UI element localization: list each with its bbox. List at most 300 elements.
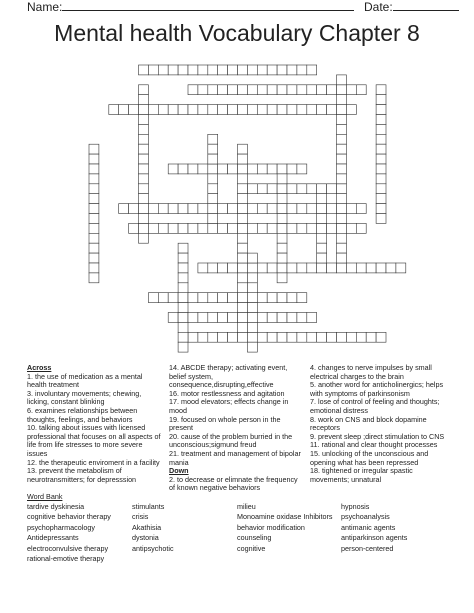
grid-cell[interactable] (376, 174, 386, 184)
grid-cell[interactable] (257, 105, 267, 115)
grid-cell[interactable] (139, 95, 149, 105)
grid-cell[interactable] (267, 263, 277, 273)
grid-cell[interactable] (238, 214, 248, 224)
grid-cell[interactable] (376, 263, 386, 273)
grid-cell[interactable] (198, 204, 208, 214)
grid-cell[interactable] (297, 164, 307, 174)
grid-cell[interactable] (139, 214, 149, 224)
grid-cell[interactable] (287, 184, 297, 194)
grid-cell[interactable] (277, 263, 287, 273)
grid-cell[interactable] (317, 263, 327, 273)
grid-cell[interactable] (238, 105, 248, 115)
grid-cell[interactable] (89, 253, 99, 263)
grid-cell[interactable] (89, 214, 99, 224)
grid-cell[interactable] (228, 105, 238, 115)
grid-cell[interactable] (158, 223, 168, 233)
grid-cell[interactable] (356, 223, 366, 233)
grid-cell[interactable] (317, 105, 327, 115)
grid-cell[interactable] (178, 164, 188, 174)
grid-cell[interactable] (247, 303, 257, 313)
grid-cell[interactable] (178, 293, 188, 303)
grid-cell[interactable] (247, 223, 257, 233)
grid-cell[interactable] (158, 65, 168, 75)
grid-cell[interactable] (178, 283, 188, 293)
grid-cell[interactable] (257, 65, 267, 75)
grid-cell[interactable] (139, 174, 149, 184)
grid-cell[interactable] (247, 164, 257, 174)
grid-cell[interactable] (139, 134, 149, 144)
grid-cell[interactable] (238, 293, 248, 303)
grid-cell[interactable] (238, 174, 248, 184)
grid-cell[interactable] (168, 313, 178, 323)
grid-cell[interactable] (178, 223, 188, 233)
grid-cell[interactable] (158, 105, 168, 115)
grid-cell[interactable] (218, 332, 228, 342)
grid-cell[interactable] (317, 253, 327, 263)
grid-cell[interactable] (247, 184, 257, 194)
grid-cell[interactable] (267, 184, 277, 194)
grid-cell[interactable] (89, 204, 99, 214)
grid-cell[interactable] (277, 85, 287, 95)
grid-cell[interactable] (356, 332, 366, 342)
grid-cell[interactable] (277, 293, 287, 303)
grid-cell[interactable] (89, 243, 99, 253)
grid-cell[interactable] (119, 105, 129, 115)
grid-cell[interactable] (238, 263, 248, 273)
grid-cell[interactable] (267, 293, 277, 303)
grid-cell[interactable] (218, 313, 228, 323)
grid-cell[interactable] (139, 124, 149, 134)
grid-cell[interactable] (287, 263, 297, 273)
grid-cell[interactable] (327, 332, 337, 342)
grid-cell[interactable] (337, 332, 347, 342)
grid-cell[interactable] (218, 263, 228, 273)
grid-cell[interactable] (297, 313, 307, 323)
grid-cell[interactable] (337, 253, 347, 263)
grid-cell[interactable] (188, 85, 198, 95)
grid-cell[interactable] (139, 144, 149, 154)
grid-cell[interactable] (198, 105, 208, 115)
grid-cell[interactable] (337, 204, 347, 214)
grid-cell[interactable] (247, 283, 257, 293)
grid-cell[interactable] (238, 164, 248, 174)
grid-cell[interactable] (376, 134, 386, 144)
grid-cell[interactable] (139, 233, 149, 243)
grid-cell[interactable] (178, 322, 188, 332)
grid-cell[interactable] (297, 204, 307, 214)
grid-cell[interactable] (228, 293, 238, 303)
grid-cell[interactable] (208, 214, 218, 224)
grid-cell[interactable] (317, 223, 327, 233)
grid-cell[interactable] (337, 75, 347, 85)
grid-cell[interactable] (228, 85, 238, 95)
grid-cell[interactable] (277, 243, 287, 253)
grid-cell[interactable] (238, 144, 248, 154)
grid-cell[interactable] (218, 164, 228, 174)
grid-cell[interactable] (148, 65, 158, 75)
grid-cell[interactable] (257, 293, 267, 303)
grid-cell[interactable] (317, 243, 327, 253)
grid-cell[interactable] (366, 332, 376, 342)
grid-cell[interactable] (257, 164, 267, 174)
grid-cell[interactable] (267, 65, 277, 75)
grid-cell[interactable] (178, 243, 188, 253)
grid-cell[interactable] (287, 65, 297, 75)
grid-cell[interactable] (337, 184, 347, 194)
grid-cell[interactable] (168, 293, 178, 303)
grid-cell[interactable] (376, 124, 386, 134)
grid-cell[interactable] (208, 65, 218, 75)
grid-cell[interactable] (89, 233, 99, 243)
grid-cell[interactable] (208, 105, 218, 115)
grid-cell[interactable] (327, 223, 337, 233)
grid-cell[interactable] (307, 263, 317, 273)
grid-cell[interactable] (257, 223, 267, 233)
grid-cell[interactable] (208, 332, 218, 342)
grid-cell[interactable] (267, 332, 277, 342)
grid-cell[interactable] (198, 313, 208, 323)
grid-cell[interactable] (228, 204, 238, 214)
grid-cell[interactable] (188, 313, 198, 323)
grid-cell[interactable] (346, 263, 356, 273)
grid-cell[interactable] (307, 332, 317, 342)
grid-cell[interactable] (257, 332, 267, 342)
grid-cell[interactable] (337, 174, 347, 184)
grid-cell[interactable] (208, 154, 218, 164)
grid-cell[interactable] (277, 164, 287, 174)
grid-cell[interactable] (218, 204, 228, 214)
grid-cell[interactable] (337, 194, 347, 204)
grid-cell[interactable] (277, 233, 287, 243)
grid-cell[interactable] (139, 194, 149, 204)
grid-cell[interactable] (346, 105, 356, 115)
grid-cell[interactable] (178, 342, 188, 352)
grid-cell[interactable] (376, 164, 386, 174)
grid-cell[interactable] (307, 184, 317, 194)
grid-cell[interactable] (257, 184, 267, 194)
grid-cell[interactable] (376, 214, 386, 224)
grid-cell[interactable] (89, 223, 99, 233)
grid-cell[interactable] (366, 263, 376, 273)
grid-cell[interactable] (386, 263, 396, 273)
grid-cell[interactable] (238, 332, 248, 342)
grid-cell[interactable] (139, 164, 149, 174)
grid-cell[interactable] (208, 85, 218, 95)
grid-cell[interactable] (208, 293, 218, 303)
grid-cell[interactable] (238, 85, 248, 95)
grid-cell[interactable] (218, 223, 228, 233)
grid-cell[interactable] (376, 204, 386, 214)
grid-cell[interactable] (376, 332, 386, 342)
grid-cell[interactable] (287, 105, 297, 115)
grid-cell[interactable] (297, 85, 307, 95)
grid-cell[interactable] (287, 293, 297, 303)
grid-cell[interactable] (198, 164, 208, 174)
grid-cell[interactable] (238, 194, 248, 204)
grid-cell[interactable] (89, 164, 99, 174)
grid-cell[interactable] (228, 313, 238, 323)
grid-cell[interactable] (139, 85, 149, 95)
grid-cell[interactable] (208, 263, 218, 273)
grid-cell[interactable] (89, 144, 99, 154)
grid-cell[interactable] (287, 85, 297, 95)
grid-cell[interactable] (148, 293, 158, 303)
grid-cell[interactable] (277, 332, 287, 342)
grid-cell[interactable] (337, 124, 347, 134)
grid-cell[interactable] (277, 105, 287, 115)
grid-cell[interactable] (178, 332, 188, 342)
grid-cell[interactable] (337, 263, 347, 273)
grid-cell[interactable] (178, 253, 188, 263)
grid-cell[interactable] (228, 223, 238, 233)
grid-cell[interactable] (238, 303, 248, 313)
grid-cell[interactable] (238, 253, 248, 263)
grid-cell[interactable] (317, 194, 327, 204)
grid-cell[interactable] (297, 263, 307, 273)
grid-cell[interactable] (208, 184, 218, 194)
grid-cell[interactable] (337, 144, 347, 154)
grid-cell[interactable] (317, 184, 327, 194)
grid-cell[interactable] (218, 65, 228, 75)
grid-cell[interactable] (277, 194, 287, 204)
grid-cell[interactable] (267, 105, 277, 115)
grid-cell[interactable] (376, 115, 386, 125)
grid-cell[interactable] (247, 322, 257, 332)
grid-cell[interactable] (158, 293, 168, 303)
grid-cell[interactable] (327, 263, 337, 273)
grid-cell[interactable] (198, 293, 208, 303)
grid-cell[interactable] (346, 85, 356, 95)
grid-cell[interactable] (297, 65, 307, 75)
grid-cell[interactable] (396, 263, 406, 273)
grid-cell[interactable] (337, 233, 347, 243)
grid-cell[interactable] (238, 204, 248, 214)
grid-cell[interactable] (228, 65, 238, 75)
grid-cell[interactable] (277, 273, 287, 283)
grid-cell[interactable] (277, 174, 287, 184)
grid-cell[interactable] (337, 214, 347, 224)
grid-cell[interactable] (257, 313, 267, 323)
grid-cell[interactable] (168, 164, 178, 174)
grid-cell[interactable] (208, 134, 218, 144)
grid-cell[interactable] (247, 85, 257, 95)
grid-cell[interactable] (327, 204, 337, 214)
grid-cell[interactable] (208, 164, 218, 174)
grid-cell[interactable] (337, 105, 347, 115)
grid-cell[interactable] (148, 223, 158, 233)
grid-cell[interactable] (139, 105, 149, 115)
grid-cell[interactable] (139, 154, 149, 164)
grid-cell[interactable] (257, 85, 267, 95)
grid-cell[interactable] (247, 342, 257, 352)
grid-cell[interactable] (139, 204, 149, 214)
grid-cell[interactable] (297, 105, 307, 115)
grid-cell[interactable] (158, 204, 168, 214)
grid-cell[interactable] (188, 164, 198, 174)
grid-cell[interactable] (198, 65, 208, 75)
grid-cell[interactable] (327, 184, 337, 194)
grid-cell[interactable] (287, 223, 297, 233)
grid-cell[interactable] (89, 263, 99, 273)
grid-cell[interactable] (168, 223, 178, 233)
grid-cell[interactable] (277, 204, 287, 214)
grid-cell[interactable] (337, 164, 347, 174)
grid-cell[interactable] (247, 273, 257, 283)
grid-cell[interactable] (356, 85, 366, 95)
grid-cell[interactable] (247, 204, 257, 214)
grid-cell[interactable] (317, 204, 327, 214)
grid-cell[interactable] (247, 263, 257, 273)
grid-cell[interactable] (168, 65, 178, 75)
grid-cell[interactable] (376, 95, 386, 105)
grid-cell[interactable] (247, 65, 257, 75)
grid-cell[interactable] (307, 105, 317, 115)
grid-cell[interactable] (139, 115, 149, 125)
grid-cell[interactable] (247, 313, 257, 323)
grid-cell[interactable] (188, 293, 198, 303)
grid-cell[interactable] (337, 243, 347, 253)
grid-cell[interactable] (317, 214, 327, 224)
grid-cell[interactable] (337, 154, 347, 164)
grid-cell[interactable] (346, 223, 356, 233)
grid-cell[interactable] (337, 85, 347, 95)
grid-cell[interactable] (89, 184, 99, 194)
grid-cell[interactable] (247, 105, 257, 115)
grid-cell[interactable] (188, 223, 198, 233)
grid-cell[interactable] (277, 184, 287, 194)
grid-cell[interactable] (178, 303, 188, 313)
grid-cell[interactable] (208, 313, 218, 323)
grid-cell[interactable] (337, 95, 347, 105)
grid-cell[interactable] (188, 332, 198, 342)
grid-cell[interactable] (238, 273, 248, 283)
grid-cell[interactable] (277, 65, 287, 75)
grid-cell[interactable] (307, 204, 317, 214)
grid-cell[interactable] (139, 65, 149, 75)
grid-cell[interactable] (188, 65, 198, 75)
grid-cell[interactable] (317, 332, 327, 342)
grid-cell[interactable] (89, 174, 99, 184)
grid-cell[interactable] (119, 204, 129, 214)
grid-cell[interactable] (257, 263, 267, 273)
grid-cell[interactable] (228, 332, 238, 342)
grid-cell[interactable] (129, 204, 139, 214)
grid-cell[interactable] (129, 105, 139, 115)
grid-cell[interactable] (89, 154, 99, 164)
grid-cell[interactable] (307, 65, 317, 75)
grid-cell[interactable] (168, 204, 178, 214)
grid-cell[interactable] (139, 223, 149, 233)
grid-cell[interactable] (208, 204, 218, 214)
grid-cell[interactable] (337, 115, 347, 125)
grid-cell[interactable] (247, 332, 257, 342)
grid-cell[interactable] (238, 184, 248, 194)
grid-cell[interactable] (89, 273, 99, 283)
grid-cell[interactable] (307, 313, 317, 323)
grid-cell[interactable] (267, 204, 277, 214)
grid-cell[interactable] (376, 154, 386, 164)
grid-cell[interactable] (218, 105, 228, 115)
grid-cell[interactable] (267, 223, 277, 233)
grid-cell[interactable] (376, 105, 386, 115)
grid-cell[interactable] (346, 204, 356, 214)
grid-cell[interactable] (238, 243, 248, 253)
grid-cell[interactable] (228, 263, 238, 273)
grid-cell[interactable] (168, 105, 178, 115)
grid-cell[interactable] (376, 184, 386, 194)
grid-cell[interactable] (238, 223, 248, 233)
grid-cell[interactable] (337, 223, 347, 233)
grid-cell[interactable] (317, 233, 327, 243)
grid-cell[interactable] (178, 65, 188, 75)
grid-cell[interactable] (188, 204, 198, 214)
grid-cell[interactable] (247, 293, 257, 303)
grid-cell[interactable] (257, 204, 267, 214)
grid-cell[interactable] (277, 214, 287, 224)
grid-cell[interactable] (178, 105, 188, 115)
grid-cell[interactable] (178, 313, 188, 323)
grid-cell[interactable] (148, 204, 158, 214)
grid-cell[interactable] (307, 223, 317, 233)
grid-cell[interactable] (287, 313, 297, 323)
grid-cell[interactable] (267, 164, 277, 174)
grid-cell[interactable] (317, 85, 327, 95)
grid-cell[interactable] (238, 65, 248, 75)
grid-cell[interactable] (89, 194, 99, 204)
grid-cell[interactable] (356, 204, 366, 214)
grid-cell[interactable] (208, 174, 218, 184)
grid-cell[interactable] (327, 85, 337, 95)
grid-cell[interactable] (277, 253, 287, 263)
grid-cell[interactable] (238, 313, 248, 323)
grid-cell[interactable] (228, 164, 238, 174)
grid-cell[interactable] (148, 105, 158, 115)
grid-cell[interactable] (267, 313, 277, 323)
grid-cell[interactable] (267, 85, 277, 95)
grid-cell[interactable] (109, 105, 119, 115)
grid-cell[interactable] (208, 144, 218, 154)
grid-cell[interactable] (218, 85, 228, 95)
grid-cell[interactable] (238, 154, 248, 164)
grid-cell[interactable] (287, 332, 297, 342)
grid-cell[interactable] (238, 322, 248, 332)
grid-cell[interactable] (356, 263, 366, 273)
grid-cell[interactable] (297, 293, 307, 303)
grid-cell[interactable] (297, 332, 307, 342)
grid-cell[interactable] (188, 105, 198, 115)
grid-cell[interactable] (337, 134, 347, 144)
grid-cell[interactable] (198, 85, 208, 95)
grid-cell[interactable] (178, 263, 188, 273)
grid-cell[interactable] (287, 164, 297, 174)
grid-cell[interactable] (208, 223, 218, 233)
grid-cell[interactable] (129, 223, 139, 233)
grid-cell[interactable] (376, 194, 386, 204)
grid-cell[interactable] (208, 194, 218, 204)
grid-cell[interactable] (198, 332, 208, 342)
grid-cell[interactable] (238, 283, 248, 293)
grid-cell[interactable] (376, 144, 386, 154)
grid-cell[interactable] (297, 223, 307, 233)
grid-cell[interactable] (198, 263, 208, 273)
grid-cell[interactable] (297, 184, 307, 194)
grid-cell[interactable] (277, 223, 287, 233)
grid-cell[interactable] (287, 204, 297, 214)
grid-cell[interactable] (178, 273, 188, 283)
grid-cell[interactable] (139, 184, 149, 194)
grid-cell[interactable] (376, 85, 386, 95)
grid-cell[interactable] (198, 223, 208, 233)
